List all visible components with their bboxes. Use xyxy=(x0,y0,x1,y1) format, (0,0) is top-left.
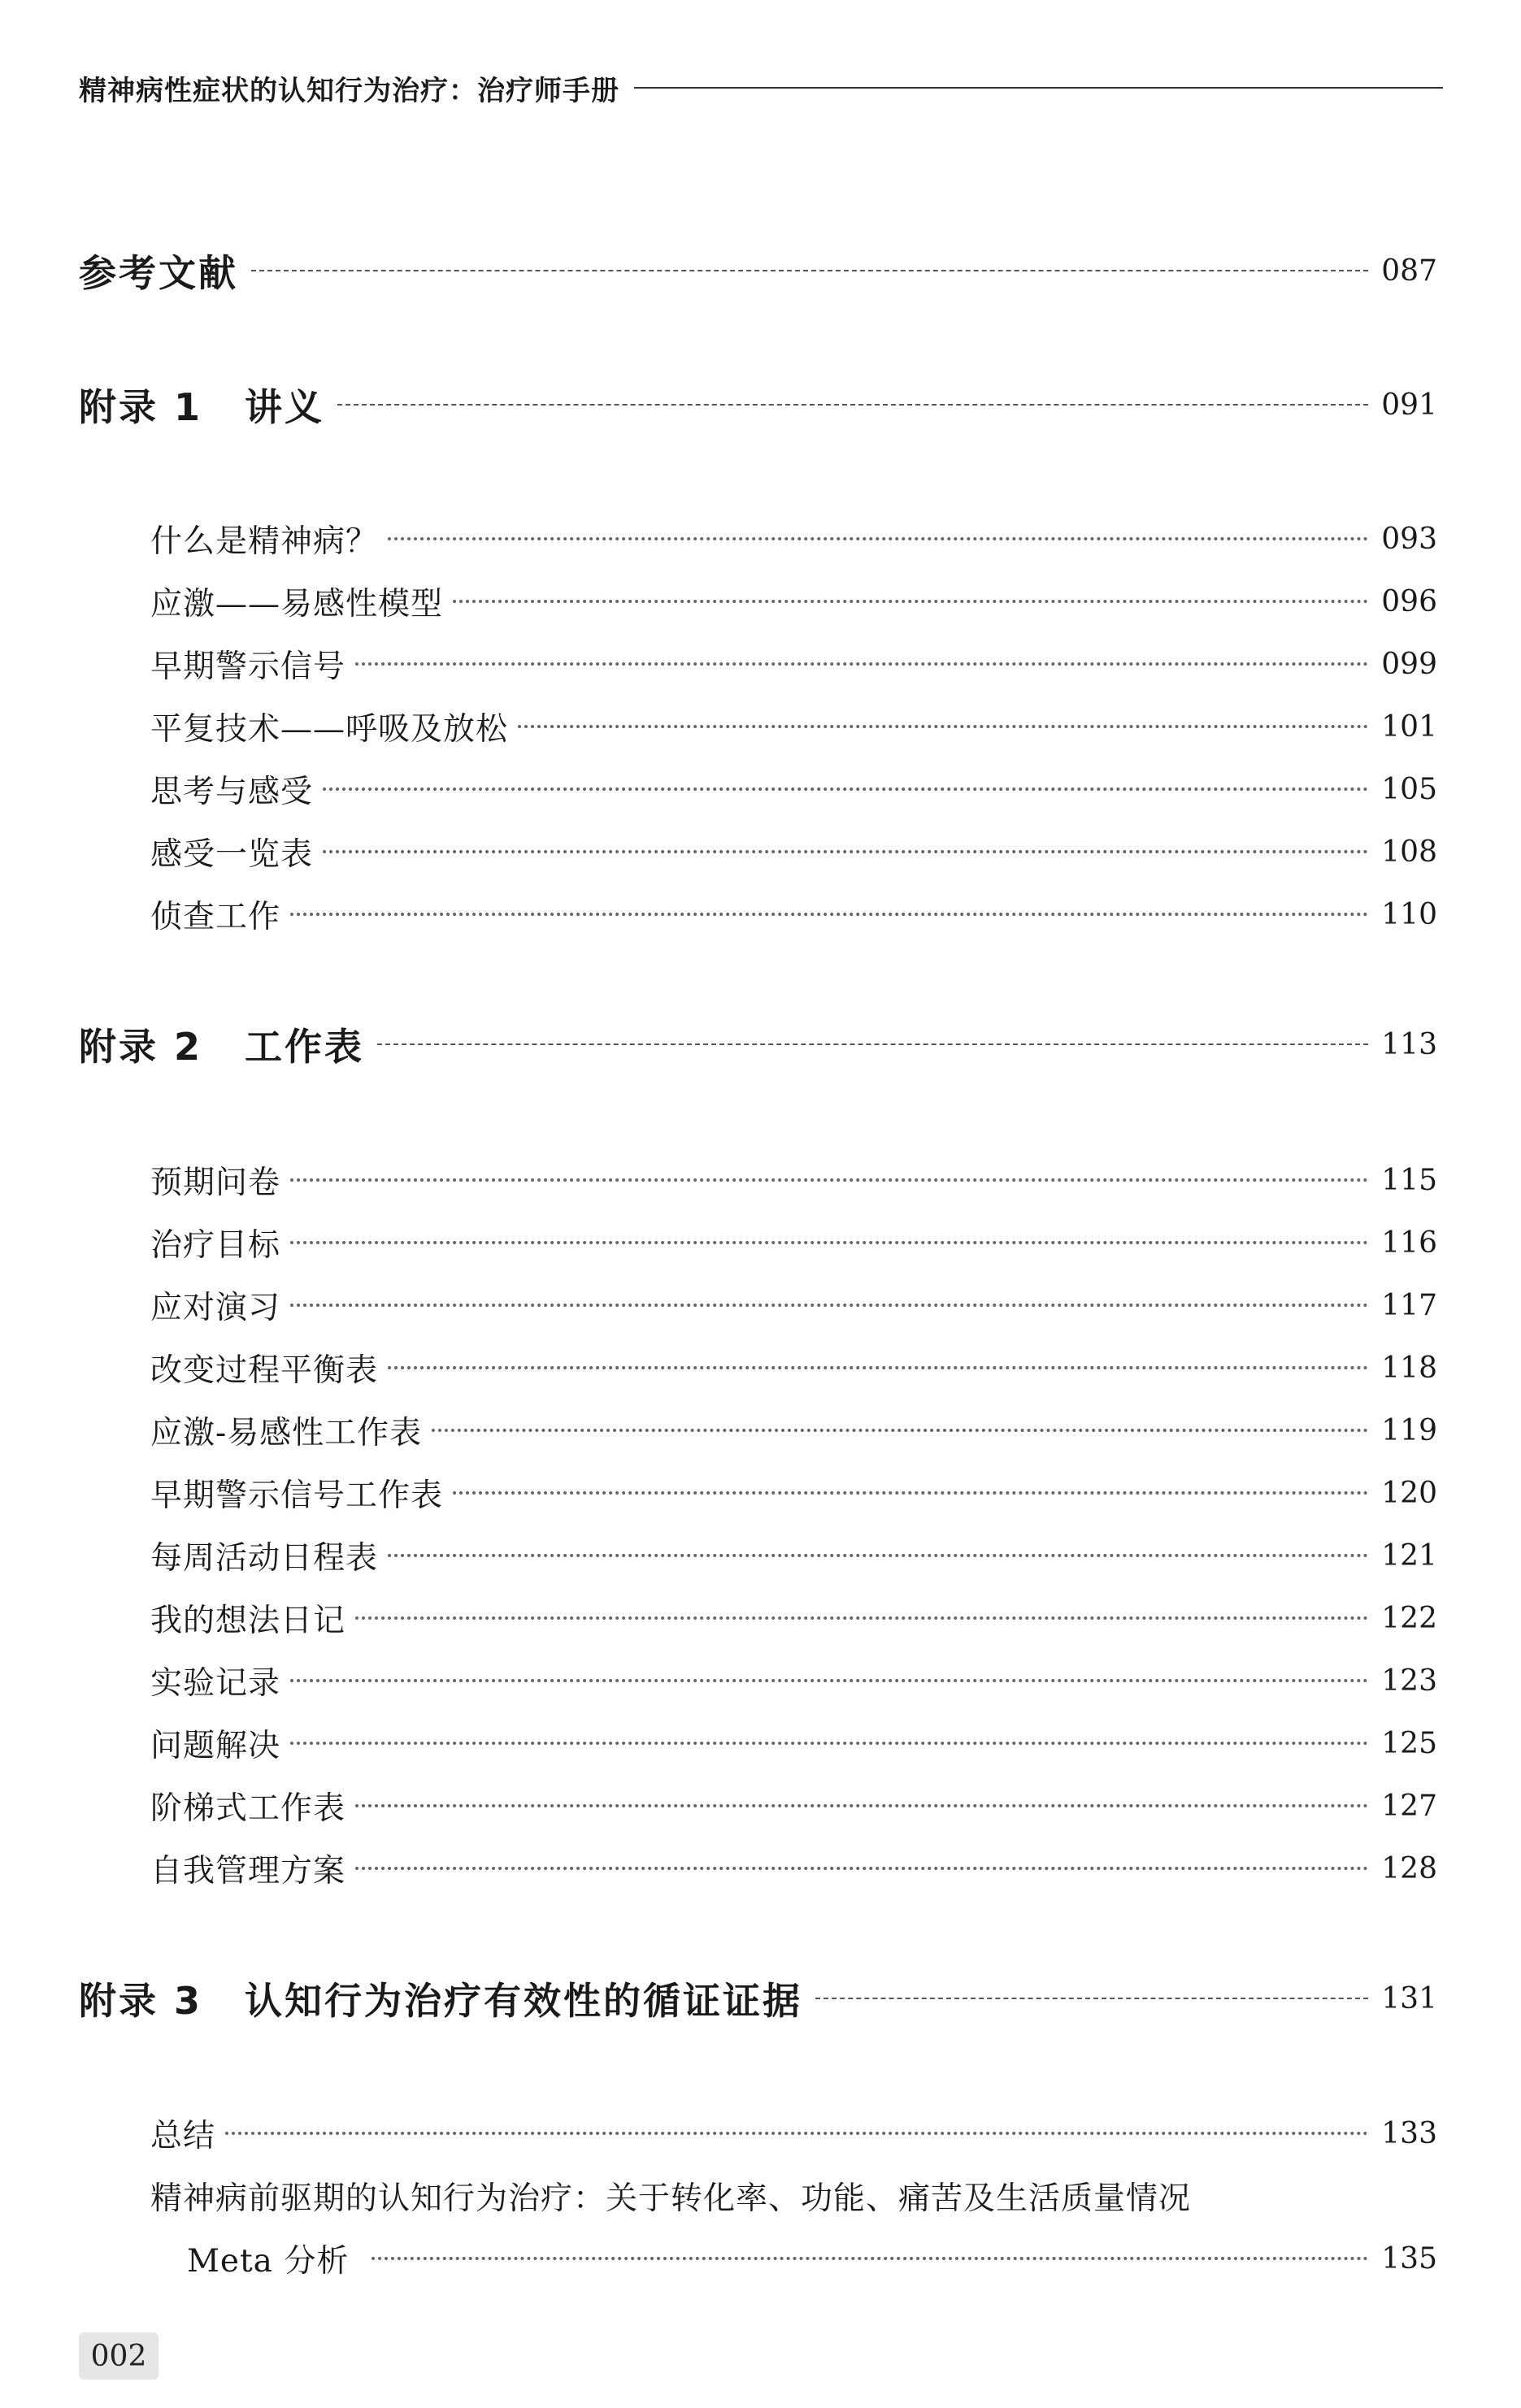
toc-leader xyxy=(290,1178,1368,1182)
toc-item[interactable] xyxy=(150,514,1437,563)
toc-item-title: 预期问卷 xyxy=(150,1165,281,1201)
toc-item[interactable] xyxy=(150,1469,1437,1517)
page-number: 002 xyxy=(79,2332,159,2380)
toc-item[interactable] xyxy=(150,1156,1437,1204)
toc-item-title: 阶梯式工作表 xyxy=(150,1790,346,1827)
toc-leader xyxy=(337,404,1368,406)
toc-leader xyxy=(432,1429,1368,1432)
toc-leader xyxy=(323,787,1368,791)
toc-item-title: 应对演习 xyxy=(150,1290,281,1326)
toc-item[interactable] xyxy=(150,1781,1437,1830)
toc-page-number: 116 xyxy=(1381,1226,1437,1260)
toc-entry-appendix-2[interactable] xyxy=(79,1016,1437,1073)
toc-leader xyxy=(453,600,1368,603)
toc-page-number: 125 xyxy=(1381,1726,1437,1760)
toc-item[interactable] xyxy=(150,1656,1437,1705)
toc-section-label: 附录 3 xyxy=(79,1979,203,2023)
toc-page-number: 113 xyxy=(1381,1027,1437,1061)
toc-item[interactable] xyxy=(150,765,1437,814)
toc-leader xyxy=(225,2132,1368,2135)
toc-leader xyxy=(388,1366,1368,1369)
toc-page-number: 093 xyxy=(1381,522,1437,556)
toc-entry-appendix-3[interactable] xyxy=(79,1970,1437,2027)
toc-item[interactable] xyxy=(150,1406,1437,1455)
toc-item-title: 治疗目标 xyxy=(150,1227,281,1264)
toc-item-title: 应激——易感性模型 xyxy=(150,586,444,623)
toc-leader xyxy=(355,1867,1368,1870)
toc-page-number: 087 xyxy=(1381,254,1437,288)
toc-item[interactable] xyxy=(150,640,1437,688)
toc-page-number: 096 xyxy=(1381,584,1437,618)
toc-leader xyxy=(815,1998,1368,1999)
toc-item-title: 什么是精神病？ xyxy=(150,523,379,560)
toc-item[interactable] xyxy=(150,1281,1437,1330)
toc-page-number: 115 xyxy=(1381,1163,1437,1197)
running-header xyxy=(79,63,1443,112)
toc-item-long-title-line2[interactable] xyxy=(187,2234,1437,2283)
toc-page-number: 120 xyxy=(1381,1476,1437,1510)
toc-item-title: 每周活动日程表 xyxy=(150,1540,379,1577)
toc-leader xyxy=(355,662,1368,666)
toc-item[interactable] xyxy=(150,890,1437,939)
toc-section-title: 认知行为治疗有效性的循证证据 xyxy=(245,1979,803,2023)
toc-section-label: 附录 2 xyxy=(79,1025,203,1069)
toc-leader xyxy=(290,1241,1368,1244)
toc-item[interactable] xyxy=(150,1343,1437,1392)
toc-item[interactable] xyxy=(150,1719,1437,1768)
toc-item-title: 总结 xyxy=(150,2118,216,2154)
toc-page-number: 133 xyxy=(1381,2116,1437,2150)
toc-entry-appendix-1[interactable] xyxy=(79,376,1437,433)
toc-item-title: 思考与感受 xyxy=(150,774,314,810)
toc-item[interactable] xyxy=(150,702,1437,751)
toc-leader xyxy=(290,1679,1368,1682)
toc-page-number: 110 xyxy=(1381,897,1437,931)
toc-page-number: 127 xyxy=(1381,1789,1437,1823)
toc-leader xyxy=(377,1043,1368,1045)
toc-leader xyxy=(323,850,1368,853)
toc-page-number: 118 xyxy=(1381,1351,1437,1385)
toc-leader xyxy=(290,1304,1368,1307)
toc-page-number: 121 xyxy=(1381,1538,1437,1573)
toc-leader xyxy=(372,2257,1368,2260)
toc-leader xyxy=(453,1491,1368,1495)
toc-item-title-continued: Meta 分析 xyxy=(187,2243,350,2280)
toc-item-title: 侦查工作 xyxy=(150,899,281,935)
header-rule xyxy=(634,87,1443,89)
toc-item[interactable] xyxy=(150,1531,1437,1580)
toc-page-number: 122 xyxy=(1381,1601,1437,1635)
toc-item-title: 问题解决 xyxy=(150,1728,281,1764)
toc-item-title: 实验记录 xyxy=(150,1665,281,1702)
toc-leader xyxy=(355,1804,1368,1807)
toc-entry-references[interactable] xyxy=(79,242,1437,299)
toc-section-title: 工作表 xyxy=(245,1025,365,1069)
toc-page-number: 128 xyxy=(1381,1851,1437,1885)
toc-item-title: 感受一览表 xyxy=(150,836,314,873)
toc-section-title: 讲义 xyxy=(245,385,325,429)
toc-item-title: 早期警示信号工作表 xyxy=(150,1477,444,1514)
toc-leader xyxy=(290,913,1368,916)
toc-leader xyxy=(388,1554,1368,1557)
toc-item[interactable] xyxy=(150,1844,1437,1893)
toc-leader xyxy=(251,270,1368,271)
toc-item-title: 自我管理方案 xyxy=(150,1853,346,1890)
toc-item-long-title-line1[interactable] xyxy=(150,2172,1437,2220)
toc-leader xyxy=(355,1616,1368,1620)
toc-item-title: 应激-易感性工作表 xyxy=(150,1415,423,1451)
toc-page-number: 131 xyxy=(1381,1981,1437,2015)
toc-page-number: 123 xyxy=(1381,1664,1437,1698)
toc-item-title: 我的想法日记 xyxy=(150,1603,346,1639)
toc-leader xyxy=(388,537,1368,540)
toc-item[interactable] xyxy=(150,577,1437,626)
toc-item[interactable] xyxy=(150,1218,1437,1267)
toc-page-number: 105 xyxy=(1381,772,1437,806)
toc-item-title: 早期警示信号 xyxy=(150,649,346,685)
toc-page-number: 135 xyxy=(1381,2241,1437,2276)
toc-page-number: 117 xyxy=(1381,1288,1437,1322)
toc-item[interactable] xyxy=(150,2109,1437,2158)
toc-section-title: 参考文献 xyxy=(79,251,238,295)
toc-item-title: 精神病前驱期的认知行为治疗：关于转化率、功能、痛苦及生活质量情况 xyxy=(150,2180,1192,2217)
toc-page-number: 119 xyxy=(1381,1413,1437,1447)
toc-page-number: 101 xyxy=(1381,709,1437,744)
toc-item-title: 平复技术——呼吸及放松 xyxy=(150,711,509,748)
toc-page-number: 099 xyxy=(1381,647,1437,681)
toc-page-number: 091 xyxy=(1381,388,1437,422)
toc-item-title: 改变过程平衡表 xyxy=(150,1352,379,1389)
toc-section-label: 附录 1 xyxy=(79,385,203,429)
book-title: 精神病性症状的认知行为治疗：治疗师手册 xyxy=(79,74,619,107)
toc-item[interactable] xyxy=(150,827,1437,876)
toc-leader xyxy=(290,1742,1368,1745)
toc-item[interactable] xyxy=(150,1594,1437,1642)
toc-page-number: 108 xyxy=(1381,835,1437,869)
toc-leader xyxy=(518,725,1368,728)
